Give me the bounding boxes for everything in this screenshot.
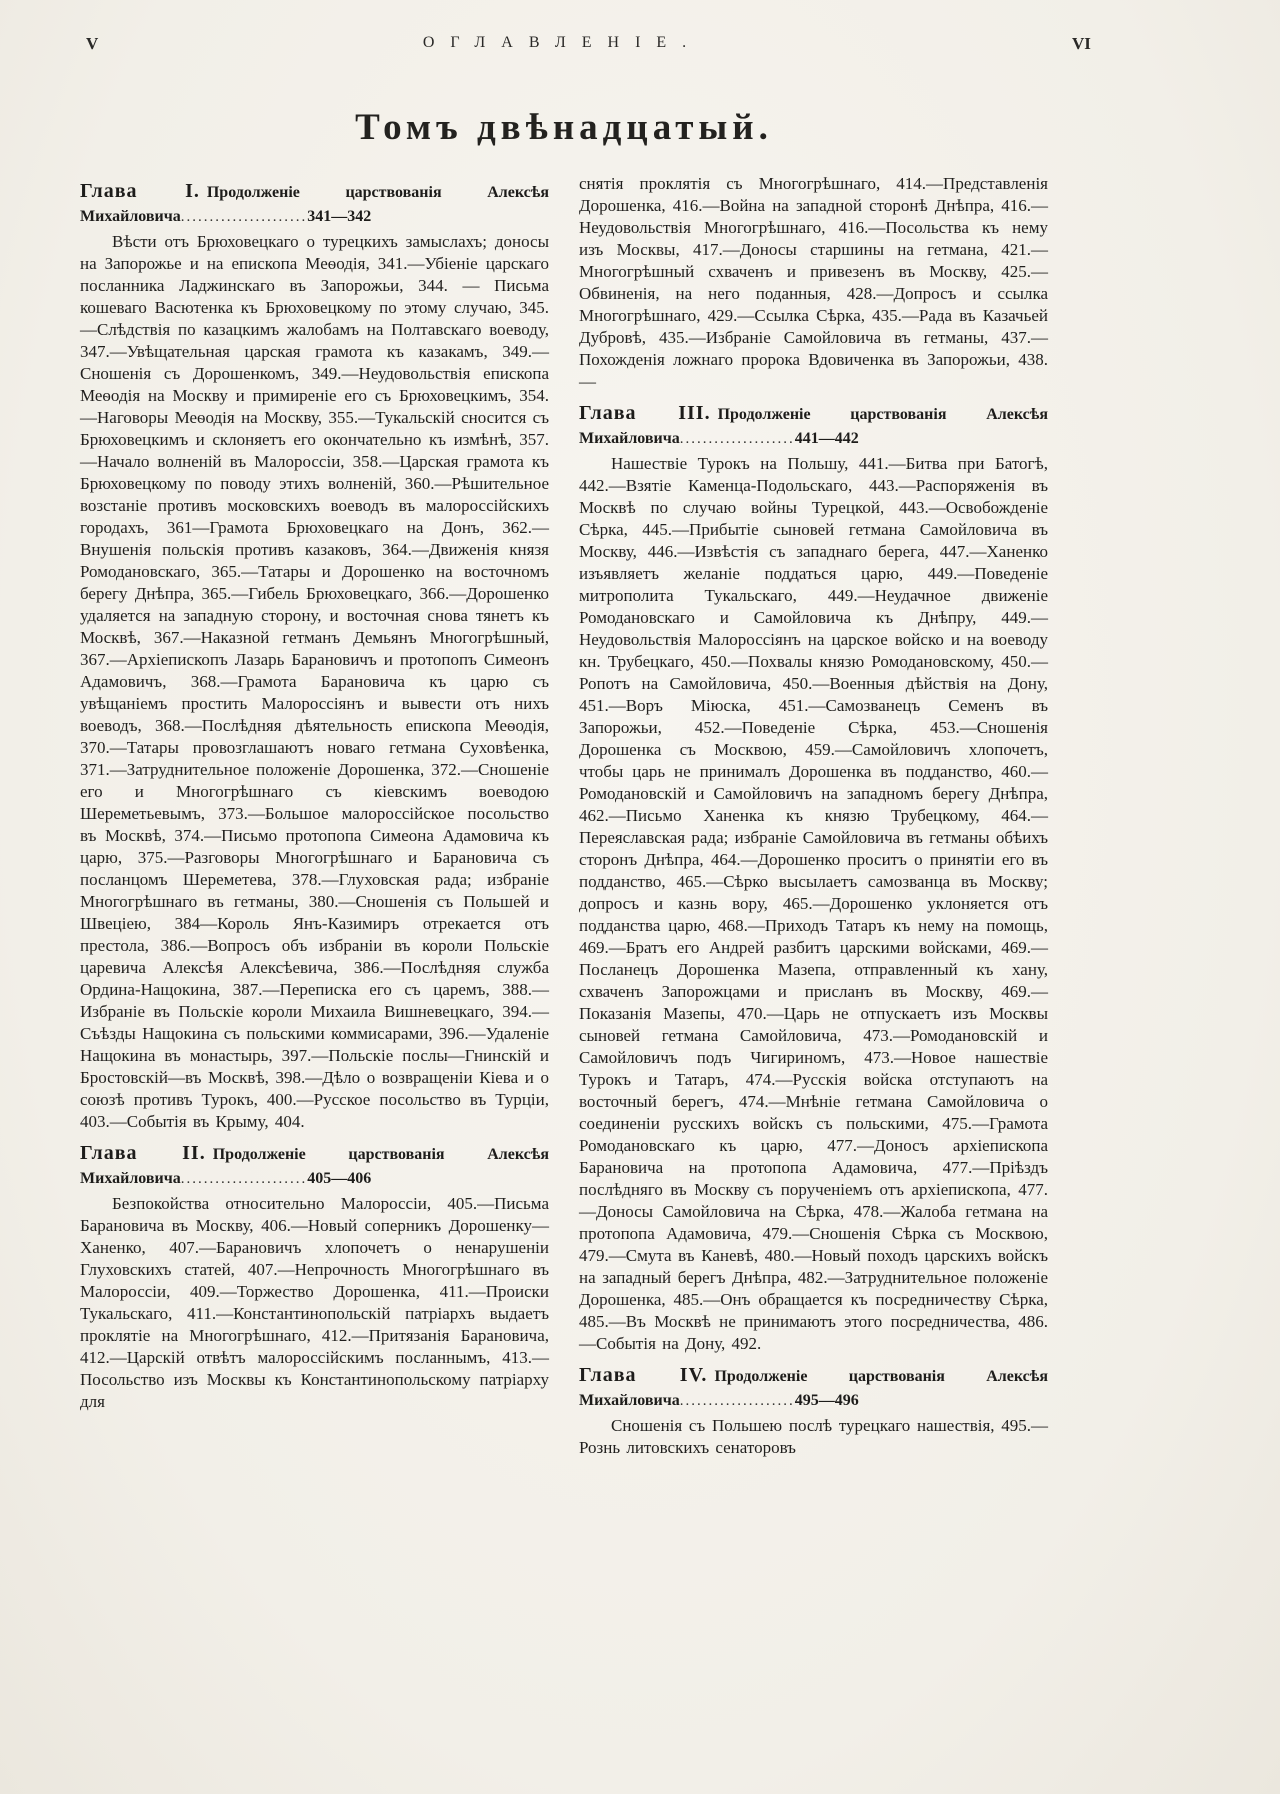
chapter-3-summary: Нашествіе Турокъ на Польшу, 441.—Битва при Батогѣ, 442.—Взятіе Каменца-Подольскаго, 443.—Распоряженія въ Москвѣ по случаю войны Турецкой, 443.—Освобожденіе Сѣрка, 445.—Прибытіе сыновей гетмана Самойловича въ Москву, 446.—Извѣстія съ западнаго берега, 447.—Ханенко изъявляетъ желаніе поддаться царю, 449.—Поведеніе митрополита Тукальскаго, 449.—Неудачное движеніе Ромодановскаго и Самойловича къ Днѣпру, 449.—Неудовольствія Малороссіянъ на царское войско и на воеводу кн. Трубецкаго, 450.—Похвалы князю Ромодановскому, 450.—Ропотъ на Самойловича, 450.—Военныя дѣйствія на Дону, 451.—Воръ Міюска, 451.—Самозванецъ Семенъ въ Запорожьи, 452.—Поведеніе Сѣрка, 453.—Сношенія Дорошенка съ Москвою, 459.—Самойловичъ хлопочетъ, чтобы царь не принималъ Дорошенка въ подданство, 460.—Ромодановскій и Самойловичъ на западномъ берегу Днѣпра, 462.—Письмо Ханенка къ князю Трубецкому, 464.—Переяславская рада; избраніе Самойловича въ гетманы обѣихъ сторонъ Днѣпра, 464.—Дорошенко проситъ о принятіи его въ подданство, 465.—Сѣрко высылаетъ самозванца въ Москву; допросъ и казнь вору, 465.—Дорошенко уклоняется отъ подданства царю, 468.—Приходъ Татаръ къ нему на помощь, 469.—Братъ его Андрей разбитъ царскими войсками, 469.—Посланецъ Дорошенка Мазепа, отправленный къ хану, схваченъ Запорожцами и присланъ въ Москву, 469.—Показанія Мазепы, 470.—Царь не отпускаетъ изъ Москвы сыновей гетмана Самойловича, 473.—Ромодановскій и Самойловичъ подъ Чигириномъ, 473.—Новое нашествіе Турокъ и Татаръ, 474.—Русскія войска отступаютъ на восточный берегъ, 474.—Мнѣніе гетмана Самойловича о соединеніи русскихъ войскъ съ польскими, 475.—Грамота Ромодановскаго къ царю, 477.—Доносъ архіепископа Барановича на протопопа Адамовича, 477.—Пріѣздъ послѣдняго въ Москву съ порученіемъ отъ архіепископа, 477.—Доносы Самойловича на Сѣрка, 478.—Жалоба гетмана на протопопа Адамовича, 479.—Сношенія Сѣрка съ Москвою, 479.—Смута въ Каневѣ, 480.—Новый походъ царскихъ войскъ на западный берегъ Днѣпра, 482.—Затруднительное положеніе Дорошенка, 485.—Онъ обращается къ посредничеству Сѣрка, 485.—Въ Москвѣ не принимаютъ этого посредничества, 486.—Событія на Дону, 492. xyxy=(579,454,1048,1353)
chapter-2-leader-dots: ...................... xyxy=(180,1171,308,1187)
chapter-2-summary: Безпокойства относительно Малороссіи, 405.—Письма Барановича въ Москву, 406.—Новый соперникъ Дорошенку—Ханенко, 407.—Барановичъ хлопочетъ о ненарушеніи Глуховскихъ статей, 407.—Непрочность Многогрѣшнаго въ Малороссіи, 409.—Торжество Дорошенка, 411.—Происки Тукальскаго, 411.—Константинопольскій патріархъ выдаетъ проклятіе на Многогрѣшнаго, 412.—Притязанія Барановича, 412.—Царскій отвѣтъ малороссійскимъ посланнымъ, 413.—Посольство изъ Москвы къ Константинопольскому патріарху для xyxy=(80,1194,549,1411)
chapter-1-heading xyxy=(80,179,549,229)
left-column xyxy=(80,171,549,1465)
page-header xyxy=(0,34,1280,64)
page-number-right: VI xyxy=(1072,34,1091,53)
chapter-1-label: Глава I. xyxy=(80,180,200,202)
chapter-4-pages: 495—496 xyxy=(794,1392,859,1409)
chapter-1-summary: Вѣсти отъ Брюховецкаго о турецкихъ замыслахъ; доносы на Запорожье и на епископа Меѳодія, 341.—Убіеніе царскаго посланника Ладжинскаго въ Запорожьи, 344. — Письма кошеваго Васютенка къ Брюховецкому по этому случаю, 345.—Слѣдствія по казацкимъ жалобамъ на Полтавскаго воеводу, 347.—Увѣщательная царская грамота къ казакамъ, 349.—Сношенія съ Дорошенкомъ, 349.—Неудовольствія епископа Меѳодія на Москву и примиреніе его съ Брюховецкимъ, 354.—Наговоры Меѳодія на Москву, 355.—Тукальскій сносится съ Брюховецкимъ и склоняетъ его окончательно къ измѣнѣ, 357.—Начало волненій въ Малороссіи, 358.—Царская грамота къ Брюховецкому по поводу этихъ волненій, 360.—Рѣшительное возстаніе противъ московскихъ воеводъ въ малороссійскихъ городахъ, 361—Грамота Брюховецкаго на Донъ, 362.—Внушенія польскія противъ казаковъ, 364.—Движенія князя Ромодановскаго, 365.—Татары и Дорошенко на восточномъ берегу Днѣпра, 365.—Гибель Брюховецкаго, 366.—Дорошенко удаляется на западную сторону, и восточная снова тянетъ къ Москвѣ, 367.—Наказной гетманъ Демьянъ Многогрѣшный, 367.—Архіепископъ Лазарь Барановичъ и протопопъ Симеонъ Адамовичъ, 368.—Грамота Барановича къ царю съ увѣщаніемъ простить Малороссіянъ и вывести отъ нихъ воеводъ, 368.—Послѣдняя дѣятельность епископа Меѳодія, 370.—Татары провозглашаютъ новаго гетмана Суховѣенка, 371.—Затруднительное положеніе Дорошенка, 372.—Сношеніе его и Многогрѣшнаго съ кіевскимъ воеводою Шереметьевымъ, 373.—Большое малороссійское посольство въ Москвѣ, 374.—Письмо протопопа Симеона Адамовича къ царю, 375.—Разговоры Многогрѣшнаго и Барановича съ посланцомъ Шереметева, 378.—Глуховская рада; избраніе Многогрѣшнаго въ гетманы, 380.—Сношенія съ Польшей и Швеціею, 384—Король Янъ-Казимиръ отрекается отъ престола, 386.—Вопросъ объ избраніи въ короли Польскіе царевича Алексѣя Алексѣевича, 386.—Послѣдняя служба Ордина-Нащокина, 387.—Переписка его съ царемъ, 388.—Избраніе въ Польскіе короли Михаила Вишневецкаго, 394.—Съѣзды Нащокина съ польскими коммисарами, 396.—Удаленіе Нащокина въ монастырь, 397.—Польскіе послы—Гнинскій и Бростовскій—въ Москвѣ, 398.—Дѣло о возвращеніи Кіева и о союзѣ противъ Турокъ, 400.—Русское посольство въ Турціи, 403.—Событія въ Крыму, 404. xyxy=(80,232,549,1131)
table-of-contents xyxy=(80,96,1048,1465)
chapter-1-pages: 341—342 xyxy=(307,208,372,225)
chapter-1-leader-dots: ...................... xyxy=(180,209,308,225)
chapter-4-summary: Сношенія съ Польшею послѣ турецкаго нашествія, 495.—Рознь литовскихъ сенаторовъ xyxy=(579,1416,1048,1457)
chapter-2-pages: 405—406 xyxy=(307,1170,372,1187)
right-column xyxy=(579,171,1048,1465)
chapter-4-leader-dots: .................... xyxy=(679,1393,795,1409)
chapter-3-leader-dots: .................... xyxy=(679,431,795,447)
chapter-4-title: Продолженіе царствованія Алексѣя Михайловича xyxy=(579,1368,1049,1409)
chapter-4-heading xyxy=(579,1363,1048,1413)
volume-title: Томъ двѣнадцатый. xyxy=(355,107,773,148)
chapter-2-title: Продолженіе царствованія Алексѣя Михайловича xyxy=(80,1146,550,1187)
two-column-layout xyxy=(80,171,1048,1465)
chapter-3-label: Глава III. xyxy=(579,402,711,424)
chapter-2-label: Глава II. xyxy=(80,1142,206,1164)
chapter-3-title: Продолженіе царствованія Алексѣя Михайловича xyxy=(579,406,1049,447)
chapter-4-label: Глава IV. xyxy=(579,1364,708,1386)
chapter-2-heading xyxy=(80,1141,549,1191)
running-title: ОГЛАВЛЕНІЕ. xyxy=(422,34,703,51)
chapter-3-pages: 441—442 xyxy=(794,430,859,447)
chapter-2-summary-continued: снятія проклятія съ Многогрѣшнаго, 414.—Представленія Дорошенка, 416.—Война на западной сторонѣ Днѣпра, 416.—Неудовольствія Многогрѣшнаго, 416.—Посольства къ нему изъ Москвы, 417.—Доносы старшины на гетмана, 421.—Многогрѣшный схваченъ и привезенъ въ Москву, 425.—Обвиненія, на него поданныя, 428.—Допросъ и ссылка Многогрѣшнаго, 429.—Ссылка Сѣрка, 435.—Рада въ Казачьей Дубровѣ, 435.—Избраніе Самойловича въ гетманы, 437.—Похожденія ложнаго пророка Вдовиченка въ Запорожьи, 438.— xyxy=(579,174,1048,391)
page-number-left: V xyxy=(86,34,99,53)
chapter-1-title: Продолженіе царствованія Алексѣя Михайловича xyxy=(80,184,549,225)
chapter-3-heading xyxy=(579,401,1048,451)
